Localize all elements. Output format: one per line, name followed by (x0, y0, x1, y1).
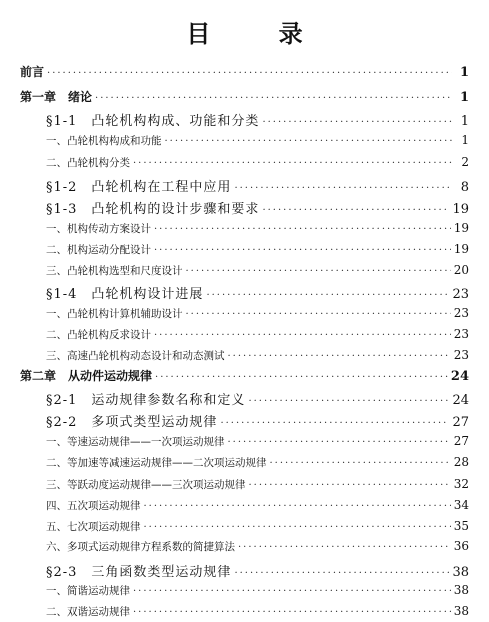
dot-leader (155, 372, 448, 383)
toc-page-number: 23 (453, 348, 469, 362)
toc-entry-subsection (46, 539, 469, 554)
toc-entry-subsection (46, 519, 469, 534)
toc-page-number: 38 (453, 604, 469, 618)
toc-page-number: 23 (453, 306, 469, 320)
toc-page-number: 24 (452, 393, 469, 408)
toc-page-number: 38 (452, 565, 469, 580)
toc-entry-section-2-1 (46, 389, 469, 408)
toc-entry-label: §1-1 凸轮机构构成、功能和分类 (46, 114, 260, 129)
toc-entry-label: 二、凸轮机构反求设计 (46, 329, 151, 341)
toc-entry-subsection (46, 221, 469, 236)
toc-entry-subsection (46, 498, 469, 513)
toc-page-number: 35 (453, 519, 469, 533)
toc-page-number: 19 (453, 242, 469, 256)
toc-entry-label: §2-1 运动规律参数名称和定义 (46, 393, 246, 408)
toc-page-number: 23 (453, 327, 469, 341)
dot-leader (144, 501, 451, 512)
toc-entry-preface (20, 63, 469, 80)
dot-leader (248, 396, 449, 407)
toc-entry-subsection (46, 455, 469, 470)
toc-entry-section-2-3 (46, 561, 469, 580)
toc-page-number: 23 (452, 287, 469, 302)
dot-leader (186, 309, 451, 320)
toc-entry-label: 一、等速运动规律——一次项运动规律 (46, 436, 225, 448)
toc-page-number: 2 (461, 155, 469, 169)
toc-entry-subsection (46, 434, 469, 449)
toc-page-number: 19 (452, 202, 469, 217)
dot-leader (47, 68, 452, 79)
dot-leader (95, 93, 452, 104)
dot-leader (154, 330, 451, 341)
toc-entry-label: 一、凸轮机构计算机辅助设计 (46, 308, 183, 320)
toc-entry-label: §1-4 凸轮机构设计进展 (46, 287, 204, 302)
dot-leader (220, 418, 449, 429)
toc-page-number: 27 (453, 434, 469, 448)
toc-page-number: 24 (450, 369, 469, 384)
toc-page-number: 1 (461, 133, 469, 147)
dot-leader (133, 586, 451, 597)
toc-entry-subsection (46, 348, 469, 363)
toc-entry-label: §2-3 三角函数类型运动规律 (46, 565, 232, 580)
dot-leader (234, 568, 449, 579)
toc-entry-section-1-1 (46, 110, 469, 129)
toc-entry-label: 一、简谐运动规律 (46, 585, 130, 597)
toc-entry-label: 第二章 从动件运动规律 (20, 369, 153, 383)
dot-leader (133, 158, 452, 169)
toc-page-number: 20 (453, 263, 469, 277)
toc-entry-subsection (46, 155, 469, 170)
toc-entry-subsection (46, 327, 469, 342)
toc-page-number: 8 (460, 180, 469, 195)
toc-entry-subsection (46, 133, 469, 148)
toc-page-number: 1 (460, 114, 469, 129)
toc-entry-label: 四、五次项运动规律 (46, 500, 141, 512)
dot-leader (154, 224, 451, 235)
toc-page-number: 28 (453, 455, 469, 469)
toc-entry-label: §2-2 多项式类型运动规律 (46, 415, 218, 430)
toc-page-number: 38 (453, 583, 469, 597)
toc-entry-section-1-4 (46, 283, 469, 302)
toc-entry-section-2-2 (46, 411, 469, 430)
toc-page-number: 1 (459, 65, 469, 80)
dot-leader (165, 136, 453, 147)
dot-leader (238, 542, 451, 553)
dot-leader (249, 480, 451, 491)
toc-entry-label: 二、凸轮机构分类 (46, 157, 130, 169)
toc-entry-label: §1-2 凸轮机构在工程中应用 (46, 180, 232, 195)
toc-entry-subsection (46, 242, 469, 257)
toc-entry-subsection (46, 306, 469, 321)
toc-page-number: 19 (453, 221, 469, 235)
toc-page-number: 36 (453, 539, 469, 553)
toc-entry-label: 一、凸轮机构构成和功能 (46, 135, 162, 147)
toc-entry-chapter-2 (20, 367, 469, 384)
toc-entry-subsection (46, 477, 469, 492)
toc-entry-label: 六、多项式运动规律方程系数的简捷算法 (46, 541, 235, 553)
toc-entry-section-1-2 (46, 176, 469, 195)
dot-leader (234, 183, 452, 194)
toc-entry-label: 二、机构运动分配设计 (46, 244, 151, 256)
dot-leader (262, 205, 449, 216)
toc-page-number: 32 (453, 477, 469, 491)
toc-page-number: 34 (453, 498, 469, 512)
toc-entry-label: 前言 (20, 65, 45, 79)
toc-entry-label: 二、双谐运动规律 (46, 606, 130, 618)
page-title: 目 录 (186, 19, 333, 48)
toc-entry-label: 二、等加速等减速运动规律——二次项运动规律 (46, 457, 267, 469)
dot-leader (228, 351, 451, 362)
dot-leader (262, 117, 452, 128)
toc-entry-label: 第一章 绪论 (20, 90, 93, 104)
dot-leader (133, 607, 451, 618)
dot-leader (270, 458, 451, 469)
toc-page-number: 1 (459, 90, 469, 105)
toc-entry-label: 三、凸轮机构选型和尺度设计 (46, 265, 183, 277)
dot-leader (206, 290, 449, 301)
toc-entry-subsection (46, 583, 469, 598)
toc-entry-label: 三、等跃动度运动规律——三次项运动规律 (46, 479, 246, 491)
dot-leader (154, 245, 451, 256)
dot-leader (144, 522, 451, 533)
toc-entry-label: 一、机构传动方案设计 (46, 223, 151, 235)
toc-entry-section-1-3 (46, 198, 469, 217)
toc-entry-chapter-1 (20, 88, 469, 105)
toc-entry-label: 三、高速凸轮机构动态设计和动态测试 (46, 350, 225, 362)
toc-entry-subsection (46, 604, 469, 619)
toc-entry-subsection (46, 263, 469, 278)
toc-entry-label: 五、七次项运动规律 (46, 521, 141, 533)
toc-entry-label: §1-3 凸轮机构的设计步骤和要求 (46, 202, 260, 217)
dot-leader (186, 266, 451, 277)
toc-page-number: 27 (452, 415, 469, 430)
dot-leader (228, 437, 451, 448)
